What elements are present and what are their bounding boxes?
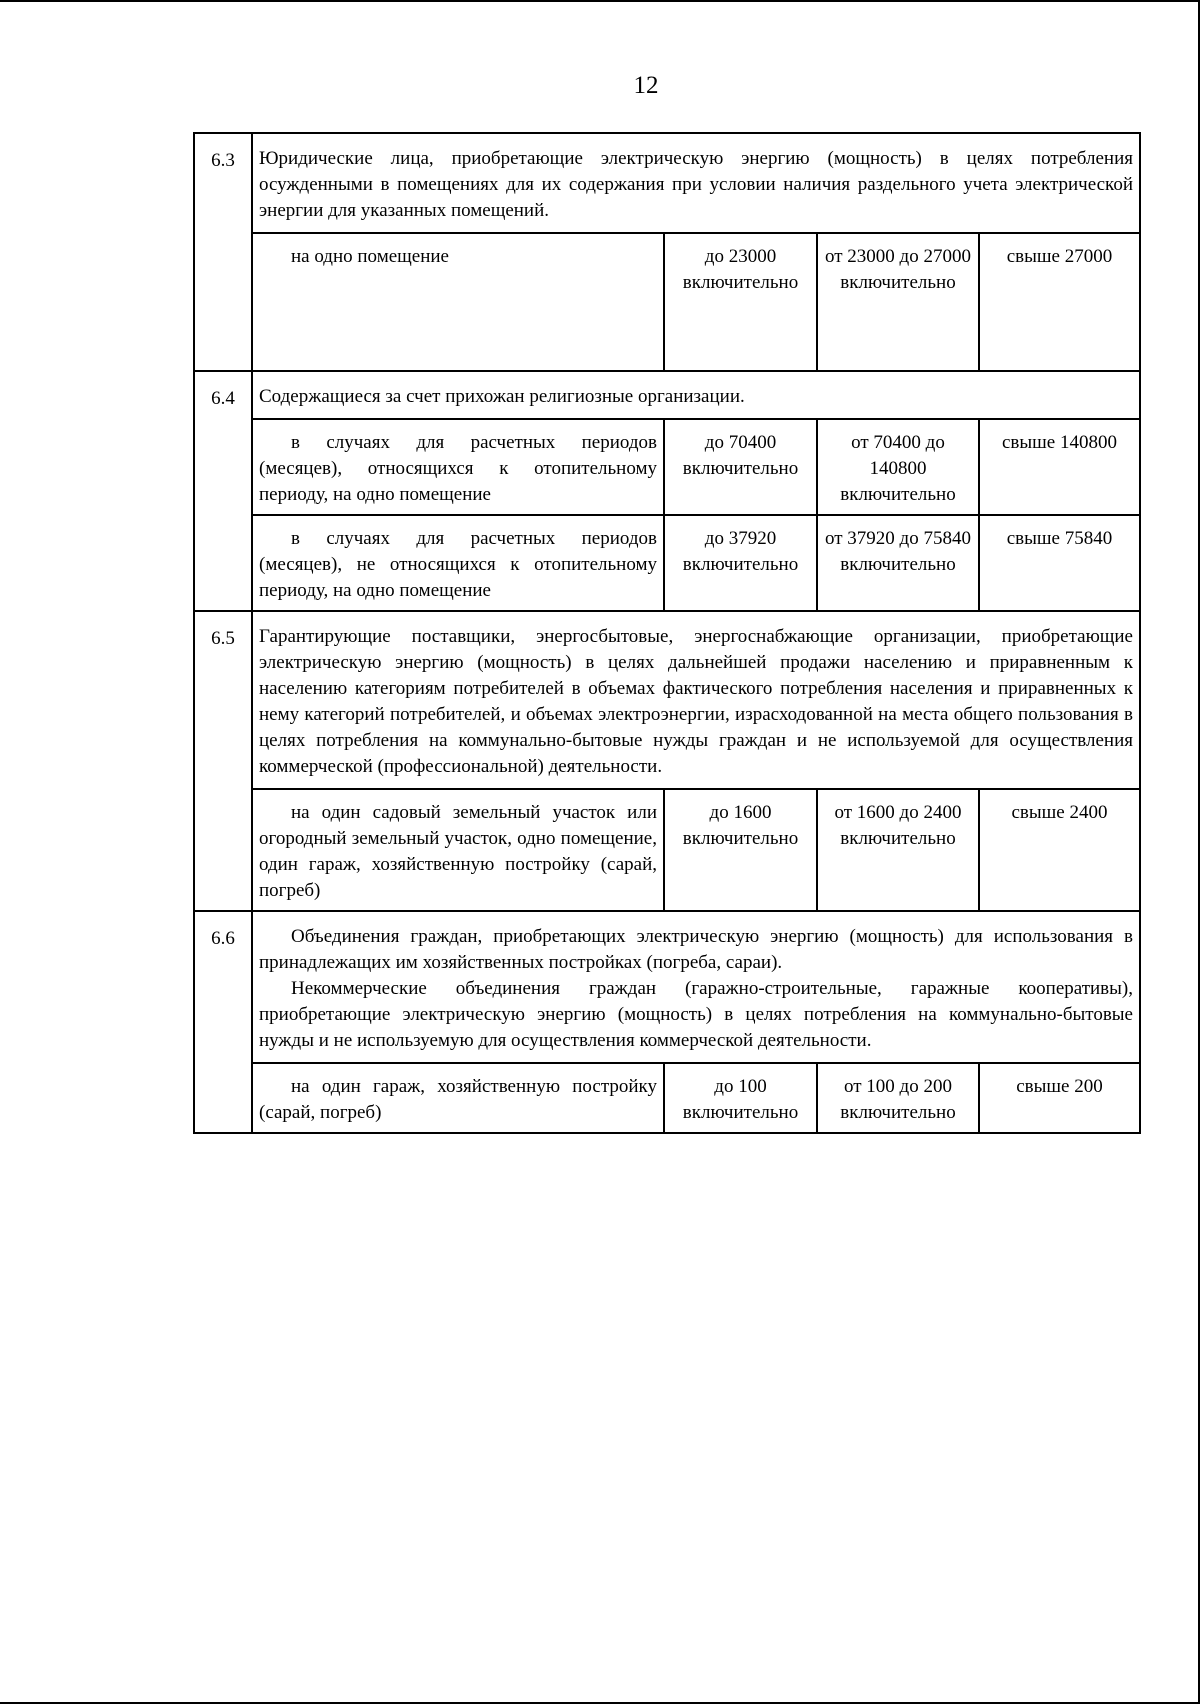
- tariff-table: [193, 132, 1141, 1134]
- section-number: 6.5: [195, 612, 253, 910]
- row-label: на один гараж, хозяйственную постройку (сарай, погреб): [259, 1076, 657, 1123]
- section-description: [253, 372, 1139, 418]
- section-description: [253, 134, 1139, 232]
- section-number: 6.4: [195, 372, 253, 610]
- range-mid: от 70400 до 140800 включительно: [816, 420, 978, 514]
- range-low: до 1600 включительно: [663, 790, 816, 910]
- description-paragraph: Объединения граждан, приобретающих электрическую энергию (мощность) для использования в принадлежащих им хозяйственных постройках (погреба, сараи).: [259, 926, 1133, 973]
- description-paragraph: Юридические лица, приобретающие электрическую энергию (мощность) в целях потребления осужденными в помещениях для их содержания при условии наличия раздельного учета электрической энергии для указанных помещений.: [259, 148, 1133, 221]
- range-low: до 100 включительно: [663, 1064, 816, 1132]
- section-6-6: [195, 910, 1139, 1132]
- row-label: в случаях для расчетных периодов (месяцев), не относящихся к отопительному периоду, на одно помещение: [259, 528, 657, 601]
- row-label: в случаях для расчетных периодов (месяцев), относящихся к отопительному периоду, на одно помещение: [259, 432, 657, 505]
- description-paragraph: Некоммерческие объединения граждан (гаражно-строительные, гаражные кооперативы), приобретающие электрическую энергию (мощность) в целях потребления на коммунально-бытовые нужды и не используемую для осуществления коммерческой деятельности.: [259, 978, 1133, 1051]
- section-description: [253, 612, 1139, 788]
- range-mid: от 1600 до 2400 включительно: [816, 790, 978, 910]
- section-number: 6.3: [195, 134, 253, 370]
- description-paragraph: Содержащиеся за счет прихожан религиозные организации.: [259, 386, 745, 407]
- range-mid: от 23000 до 27000 включительно: [816, 234, 978, 370]
- range-high: свыше 140800: [978, 420, 1139, 514]
- range-low: до 70400 включительно: [663, 420, 816, 514]
- range-mid: от 100 до 200 включительно: [816, 1064, 978, 1132]
- page-number: 12: [633, 72, 659, 99]
- section-description: [253, 912, 1139, 1062]
- row-label: на один садовый земельный участок или огородный земельный участок, одно помещение, один гараж, хозяйственную постройку (сарай, погреб): [259, 802, 657, 901]
- range-high: свыше 75840: [978, 516, 1139, 610]
- range-high: свыше 27000: [978, 234, 1139, 370]
- range-low: до 37920 включительно: [663, 516, 816, 610]
- range-mid: от 37920 до 75840 включительно: [816, 516, 978, 610]
- section-number: 6.6: [195, 912, 253, 1132]
- table-row: [253, 514, 1139, 610]
- range-high: свыше 200: [978, 1064, 1139, 1132]
- range-low: до 23000 включительно: [663, 234, 816, 370]
- section-6-3: [195, 134, 1139, 370]
- description-paragraph: Гарантирующие поставщики, энергосбытовые, энергоснабжающие организации, приобретающие электрическую энергию (мощность) в целях дальнейшей продажи населению и приравненным к населению категориям потребителей в объемах фактического потребления населения и приравненных к нему категорий потребителей, и объемах электроэнергии, израсходованной на места общего пользования в целях потребления на коммунально-бытовые нужды граждан и не используемой для осуществления коммерческой (профессиональной) деятельности.: [259, 626, 1133, 777]
- section-6-4: [195, 370, 1139, 610]
- section-6-5: [195, 610, 1139, 910]
- table-row: [253, 232, 1139, 370]
- range-high: свыше 2400: [978, 790, 1139, 910]
- table-row: [253, 788, 1139, 910]
- table-row: [253, 1062, 1139, 1132]
- table-row: [253, 418, 1139, 514]
- row-label: на одно помещение: [291, 246, 449, 267]
